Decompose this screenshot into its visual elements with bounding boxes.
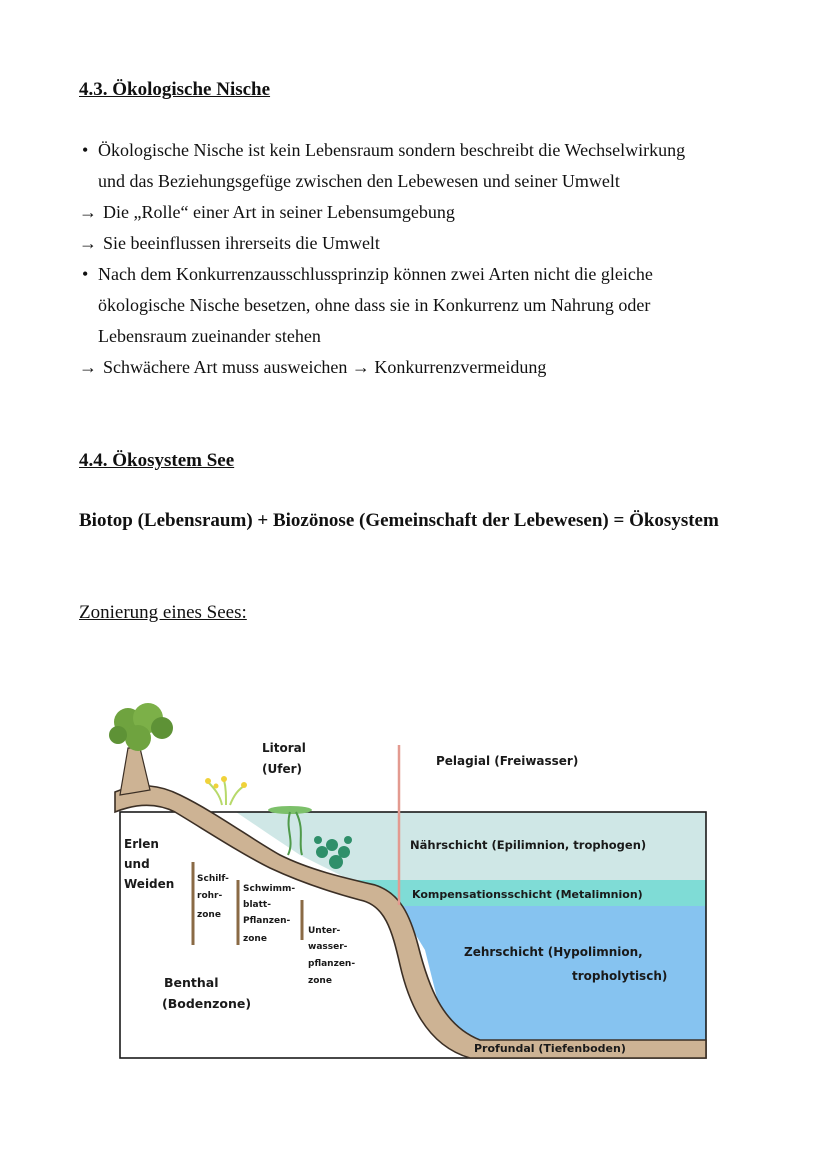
arrow-marker: → xyxy=(79,202,97,222)
heading-4-4: 4.4. Ökosystem See xyxy=(79,450,235,471)
label-naehrschicht: Nährschicht (Epilimnion, trophogen) xyxy=(410,838,647,852)
tree-crown xyxy=(109,703,173,751)
text-line-content: Ökologische Nische ist kein Lebensraum sondern beschreibt die Wechselwirkung xyxy=(98,140,686,160)
text-line-content: ökologische Nische besetzen, ohne dass sie in Konkurrenz um Nahrung oder xyxy=(98,295,651,315)
label-unter-1: Unter- xyxy=(308,926,341,936)
heading-4-3: 4.3. Ökologische Nische xyxy=(79,79,271,100)
label-benthal: Benthal xyxy=(164,975,219,990)
label-schwimm-3: Pflanzen- xyxy=(243,916,291,926)
label-schilf-2: rohr- xyxy=(197,891,223,901)
label-zehrschicht-1: Zehrschicht (Hypolimnion, xyxy=(464,945,643,959)
ecosystem-equation: Biotop (Lebensraum) + Biozönose (Gemeinschaft der Lebewesen) = Ökosystem xyxy=(79,510,719,531)
zonierung-title: Zonierung eines Sees: xyxy=(79,602,247,623)
label-unter-4: zone xyxy=(308,976,332,986)
label-pelagial: Pelagial (Freiwasser) xyxy=(436,754,579,768)
text-line-content: und das Beziehungsgefüge zwischen den Lebewesen und seiner Umwelt xyxy=(98,171,620,191)
text-line-content: Lebensraum zueinander stehen xyxy=(98,326,321,346)
label-profundal: Profundal (Tiefenboden) xyxy=(474,1042,626,1055)
label-zehrschicht-2: tropholytisch) xyxy=(572,969,668,983)
label-litoral: Litoral xyxy=(262,741,306,755)
label-schilf-3: zone xyxy=(197,910,221,920)
label-schwimm-1: Schwimm- xyxy=(243,884,296,894)
label-bodenzone: (Bodenzone) xyxy=(162,996,252,1011)
label-unter-2: wasser- xyxy=(308,942,348,952)
label-erlen: Erlen xyxy=(124,837,159,851)
label-weiden: Weiden xyxy=(124,877,175,891)
arrow-marker: → xyxy=(79,233,97,253)
label-schilf-1: Schilf- xyxy=(197,874,229,884)
label-und: und xyxy=(124,857,150,871)
reed-plants xyxy=(208,780,244,805)
text-line-content: Schwächere Art muss ausweichen → Konkurrenzvermeidung xyxy=(103,357,547,377)
bullet-marker: • xyxy=(82,140,89,160)
label-schwimm-4: zone xyxy=(243,934,267,944)
text-line-content: Sie beeinflussen ihrerseits die Umwelt xyxy=(103,233,380,253)
label-kompensationsschicht: Kompensationsschicht (Metalimnion) xyxy=(412,888,643,901)
text-line-content: Nach dem Konkurrenzausschlussprinzip können zwei Arten nicht die gleiche xyxy=(98,264,653,284)
arrow-marker: → xyxy=(79,357,97,377)
label-ufer: (Ufer) xyxy=(262,762,302,776)
label-unter-3: pflanzen- xyxy=(308,959,356,969)
tree-trunk xyxy=(120,748,150,795)
text-line-content: Die „Rolle“ einer Art in seiner Lebensumgebung xyxy=(103,202,455,222)
label-schwimm-2: blatt- xyxy=(243,900,271,910)
bullet-marker: • xyxy=(82,264,89,284)
